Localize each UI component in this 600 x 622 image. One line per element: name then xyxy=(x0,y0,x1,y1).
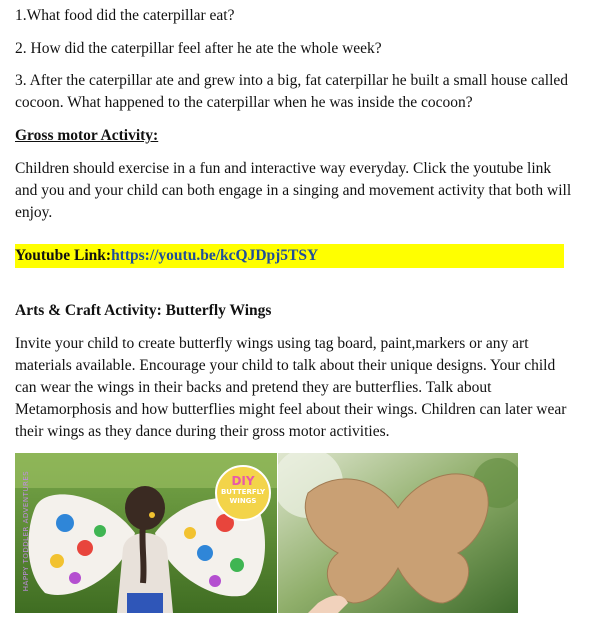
diy-badge xyxy=(215,465,271,521)
youtube-url-link[interactable]: https://youtu.be/kcQJDpj5TSY xyxy=(111,247,319,264)
youtube-link-row xyxy=(15,244,564,268)
badge-line-2: BUTTERFLY xyxy=(220,488,266,496)
child-butterfly-wings-photo xyxy=(15,453,277,613)
gross-motor-heading: Gross motor Activity: xyxy=(15,127,159,144)
side-watermark: HAPPY TODDLER ADVENTURES xyxy=(22,470,30,592)
question-2: 2. How did the caterpillar feel after he ate the whole week? xyxy=(15,40,382,57)
arts-body: Invite your child to create butterfly wings using tag board, paint,markers or any art materials available. Encourage your child to talk about their unique designs. Your child can wear the wings in their backs and pretend they are butterflies. Talk about Metamorphosis and how butterflies might feel about their wings. Children can later wear their wings as they dance during their gross motor activities. xyxy=(15,335,567,440)
question-1: 1.What food did the caterpillar eat? xyxy=(15,7,235,24)
arts-heading: Arts & Craft Activity: Butterfly Wings xyxy=(15,302,272,319)
question-3: 3. After the caterpillar ate and grew into a big, fat caterpillar he built a small house called cocoon. What happened to the caterpillar when he was inside the cocoon? xyxy=(15,72,569,111)
cardboard-butterfly-photo xyxy=(278,453,518,613)
badge-line-1: DIY xyxy=(231,474,255,488)
badge-line-3: WINGS xyxy=(229,497,257,505)
gross-motor-body: Children should exercise in a fun and interactive way everyday. Click the youtube link and you and your child can both engage in a singing and movement activity that both will enjoy. xyxy=(15,160,572,221)
youtube-label: Youtube Link: xyxy=(15,247,112,264)
